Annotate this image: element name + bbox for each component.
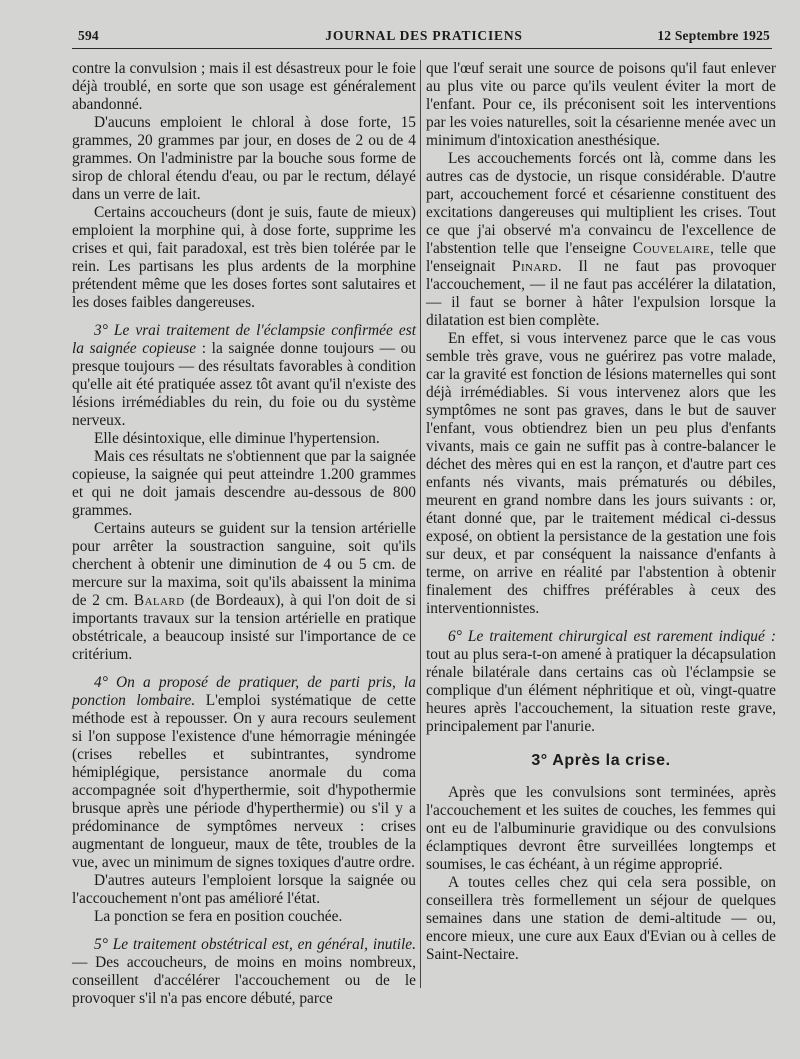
paragraph: Elle désintoxique, elle diminue l'hypertension. — [94, 430, 380, 447]
paragraph: D'aucuns emploient le chloral à dose forte, 15 grammes, 20 grammes par jour, en doses de 2 ou de 4 grammes. On l'administre par la bouche sous forme de sirop de chloral étendu d'eau, ou par le rectum, délayé dans un verre de lait. — [72, 114, 416, 203]
paragraph: En effet, si vous intervenez parce que le cas vous semble très grave, vous ne guérirez pas votre malade, car la gravité est fonction de lésions maternelles qui sont déjà irrémédiables. Si vous intervenez alors que les symptômes ne sont pas graves, dans le but de sauver l'enfant, vous obtiendrez bien un peu plus d'enfants vivants, mais ce gain ne suffit pas à contre-balancer le déchet des mères qui en est la rançon, et d'autre part ces enfants nés vivants, mais prématurés ou débiles, meurent en grand nombre dans les jours suivants : or, étant donné que, par le traitement médical ci-dessus exposé, on obtient la persistance de la gestation une fois sur deux, et par conséquent la naissance d'enfants à terme, on arrive en réalité par l'abstention à obtenir finalement des chiffres préférables à ceux des interventionnistes. — [426, 330, 776, 617]
section-5-text: — Des accoucheurs, de moins en moins nombreux, conseillent d'accélérer l'accouchement ou de le provoquer s'il n'a pas encore débuté, parce — [72, 954, 416, 1007]
left-column — [72, 60, 416, 1008]
section-4-paragraph — [72, 674, 416, 872]
paragraph-text: Les accouchements forcés ont là, comme dans les autres cas de dystocie, un risque considérable. D'autre part, accouchement forcé et césarienne constituent des excitations dangereuses qui multiplient les crises. Tout ce que j'ai observé m'a convaincu de l'excellence de l'abstention telle que l'enseigne — [426, 150, 776, 257]
page-header — [78, 22, 770, 44]
paragraph: Certains accoucheurs (dont je suis, faute de mieux) emploient la morphine qui, à dose forte, supprime les crises et qui, fait paradoxal, est très bien tolérée par le rein. Les partisans les plus ardents de la morphine prétendent même que les doses fortes sont salutaires et les doses faibles dangereuses. — [72, 204, 416, 311]
section-4-text: L'emploi systématique de cette méthode est à repousser. On y aura recours seulement si l'on suppose l'existence d'une hémorragie méningée (crises rebelles et subintrantes, syndrome hémiplégique, persistance anormale du coma accompagnée soit d'hyperthermie, soit d'hypothermie brusque après une période d'hyperthermie) ou s'il y a prédominance de symptômes nerveux : crises augmentant de longueur, maux de tête, troubles de la vue, avec un minimum de signes toxiques d'autre ordre. — [72, 692, 416, 871]
section-3-heading: 3° Le vrai traitement de l'éclampsie confirmée est la saignée copieuse — [72, 322, 416, 357]
paragraph: A toutes celles chez qui cela sera possible, on conseillera très formellement un séjour de quelques semaines dans une station de demi-altitude — ou, encore mieux, une cure aux Eaux d'Evian ou à celles de Saint-Nectaire. — [426, 874, 776, 963]
paragraph — [72, 520, 416, 664]
paragraph-text: . Il ne faut pas provoquer l'accouchement, — il ne faut pas accélérer la dilatation, — il faut se borner à hâter l'expulsion lorsque la dilatation est bien complète. — [426, 258, 776, 329]
paragraph: D'autres auteurs l'emploient lorsque la saignée ou l'accouchement n'ont pas amélioré l'état. — [72, 872, 416, 907]
section-5-paragraph — [72, 936, 416, 1008]
section-title: 3° Après la crise. — [531, 752, 671, 769]
right-column — [426, 60, 776, 964]
section-3-text: : la saignée donne toujours — ou presque toujours — des résultats favorables à condition qu'elle ait été pratiquée assez tôt avant qu'il n'existe des lésions irrémédiables du rein, du foie ou du système nerveux. — [72, 340, 416, 429]
section-6-heading: 6° Le traitement chirurgical est rarement indiqué : — [448, 628, 776, 645]
author-name: Balard — [133, 592, 185, 609]
paragraph-text: Certains auteurs se guident sur la tension artérielle pour arrêter la soustraction sanguine, soit qu'ils cherchent à obtenir une diminution de 4 ou 5 cm. de mercure sur la maxima, soit qu'ils abaissent la minima de 2 cm. — [72, 520, 416, 609]
paragraph: contre la convulsion ; mais il est désastreux pour le foie déjà troublé, en sorte que son usage est généralement abandonné. — [72, 60, 416, 113]
author-name: Couvelaire — [632, 240, 710, 257]
section-6-text: tout au plus sera-t-on amené à pratiquer la décapsulation rénale bilatérale dans certains cas où l'éclampsie se complique d'un élément néphritique et où, vingt-quatre heures après l'accouchement, la situation reste grave, principalement par l'anurie. — [426, 646, 776, 735]
section-5-heading: 5° Le traitement obstétrical est, en général, inutile. — [94, 936, 416, 953]
paragraph: La ponction se fera en position couchée. — [94, 908, 343, 925]
paragraph: que l'œuf serait une source de poisons qu'il faut enlever au plus vite ou parce qu'ils veulent éviter la mort de l'enfant. Pour ce, ils préconisent soit les interventions par les voies naturelles, soit la césarienne menée avec un minimum d'intoxication anesthésique. — [426, 60, 776, 149]
author-name: Pinard — [512, 258, 558, 275]
page-number: 594 — [78, 28, 99, 43]
paragraph-text: (de Bordeaux), à qui l'on doit de si importants travaux sur la tension artérielle en pratique obstétricale, a beaucoup insisté sur l'importance de ce critérium. — [72, 592, 416, 663]
issue-date: 12 Septembre 1925 — [657, 28, 770, 43]
paragraph: Après que les convulsions sont terminées, après l'accouchement et les suites de couches, les femmes qui ont eu de l'albuminurie gravidique ou des convulsions éclamptiques devront être surveillées longtemps et soumises, le cas échéant, à un régime approprié. — [426, 784, 776, 873]
section-6-paragraph — [426, 628, 776, 736]
paragraph-text: , telle que l'enseignait — [426, 240, 776, 275]
section-3-paragraph — [72, 322, 416, 430]
column-divider — [420, 60, 421, 988]
journal-title: JOURNAL DES PRATICIENS — [325, 28, 523, 43]
paragraph: Mais ces résultats ne s'obtiennent que par la saignée copieuse, la saignée qui peut atteindre 1.200 grammes et qui ne doit jamais descendre au-dessous de 800 grammes. — [72, 448, 416, 519]
section-4-heading: 4° On a proposé de pratiquer, de parti pris, la ponction lombaire. — [72, 674, 416, 709]
paragraph — [426, 150, 776, 330]
header-rule — [72, 48, 772, 49]
